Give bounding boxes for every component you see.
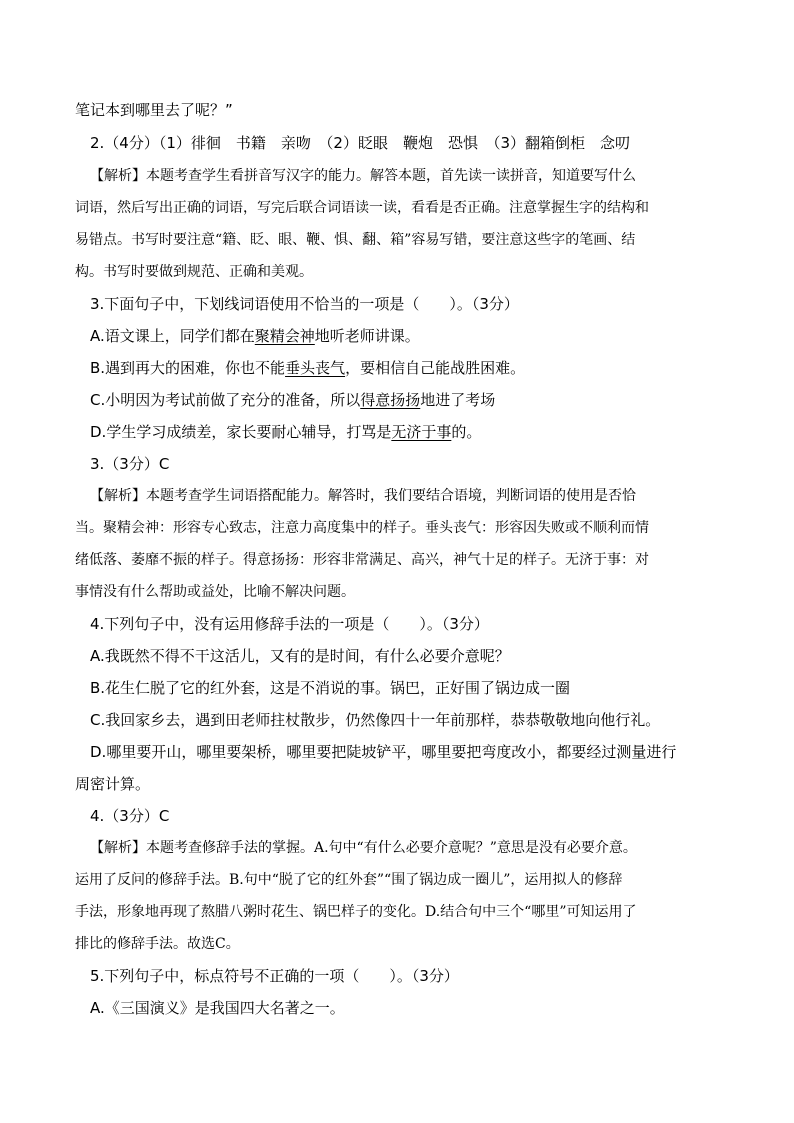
option-4d-continued: 周密计算。: [75, 775, 151, 793]
underlined-word: 聚精会神: [254, 327, 315, 345]
option-3c: C.小明因为考试前做了充分的准备，所以得意扬扬地进了考场: [90, 391, 496, 409]
option-3b: B.遇到再大的困难，你也不能垂头丧气，要相信自己能战胜困难。: [90, 359, 526, 377]
explanation-line: 绪低落、萎靡不振的样子。得意扬扬：形容非常满足、高兴，神气十足的样子。无济于事：对: [75, 552, 649, 568]
explanation-line: 排比的修辞手法。故选C。: [75, 936, 240, 952]
answer-3: 3.（3分）C: [90, 455, 170, 473]
explanation-line: 【解析】本题考查修辞手法的掌握。A.句中“有什么必要介意呢？”意思是没有必要介意。: [90, 840, 637, 856]
explanation-line: 【解析】本题考查学生词语搭配能力。解答时，我们要结合语境，判断词语的使用是否恰: [90, 488, 636, 504]
explanation-line: 构。书写时要做到规范、正确和美观。: [75, 264, 313, 280]
option-4c: C.我回家乡去，遇到田老师拄杖散步，仍然像四十一年前那样，恭恭敬敬地向他行礼。: [90, 711, 661, 729]
answer-4: 4.（3分）C: [90, 807, 170, 825]
explanation-line: 【解析】本题考查学生看拼音写汉字的能力。解答本题，首先读一读拼音，知道要写什么: [90, 168, 636, 184]
explanation-line: 运用了反问的修辞手法。B.句中“脱了它的红外套”“围了锅边成一圈儿”，运用拟人的修辞: [75, 872, 623, 888]
explanation-line: 词语，然后写出正确的词语，写完后联合词语读一读，看看是否正确。注意掌握生字的结构和: [75, 200, 649, 216]
option-5a: A.《三国演义》是我国四大名著之一。: [90, 999, 345, 1017]
explanation-line: 易错点。书写时要注意“籍、眨、眼、鞭、惧、翻、箱”容易写错，要注意这些字的笔画、结: [75, 232, 636, 248]
underlined-word: 得意扬扬: [360, 391, 421, 409]
text-line: 笔记本到哪里去了呢？”: [75, 101, 233, 119]
explanation-line: 当。聚精会神：形容专心致志，注意力高度集中的样子。垂头丧气：形容因失败或不顺利而情: [75, 520, 649, 536]
option-3a: A.语文课上，同学们都在聚精会神地听老师讲课。: [90, 327, 420, 345]
question-5: 5.下列句子中，标点符号不正确的一项（ ）。（3分）: [90, 967, 459, 985]
question-3: 3.下面句子中，下划线词语使用不恰当的一项是（ ）。（3分）: [90, 295, 519, 313]
option-4b: B.花生仁脱了它的红外套，这是不消说的事。锅巴，正好围了锅边成一圈: [90, 679, 571, 697]
answer-2: 2.（4分）（1）徘徊 书籍 亲吻 （2）眨眼 鞭炮 恐惧 （3）翻箱倒柜 念叨: [90, 134, 630, 152]
question-4: 4.下列句子中，没有运用修辞手法的一项是（ ）。（3分）: [90, 615, 489, 633]
option-4d: D.哪里要开山，哪里要架桥，哪里要把陡坡铲平，哪里要把弯度改小，都要经过测量进行: [90, 743, 677, 761]
explanation-line: 手法，形象地再现了熬腊八粥时花生、锅巴样子的变化。D.结合句中三个“哪里”可知运用了: [75, 904, 637, 920]
underlined-word: 垂头丧气: [285, 359, 346, 377]
explanation-line: 事情没有什么帮助或益处，比喻不解决问题。: [75, 584, 355, 600]
option-3d: D.学生学习成绩差，家长要耐心辅导，打骂是无济于事的。: [90, 423, 482, 441]
option-4a: A.我既然不得不干这活儿，又有的是时间，有什么必要介意呢？: [90, 647, 510, 665]
underlined-word: 无济于事: [391, 423, 452, 441]
